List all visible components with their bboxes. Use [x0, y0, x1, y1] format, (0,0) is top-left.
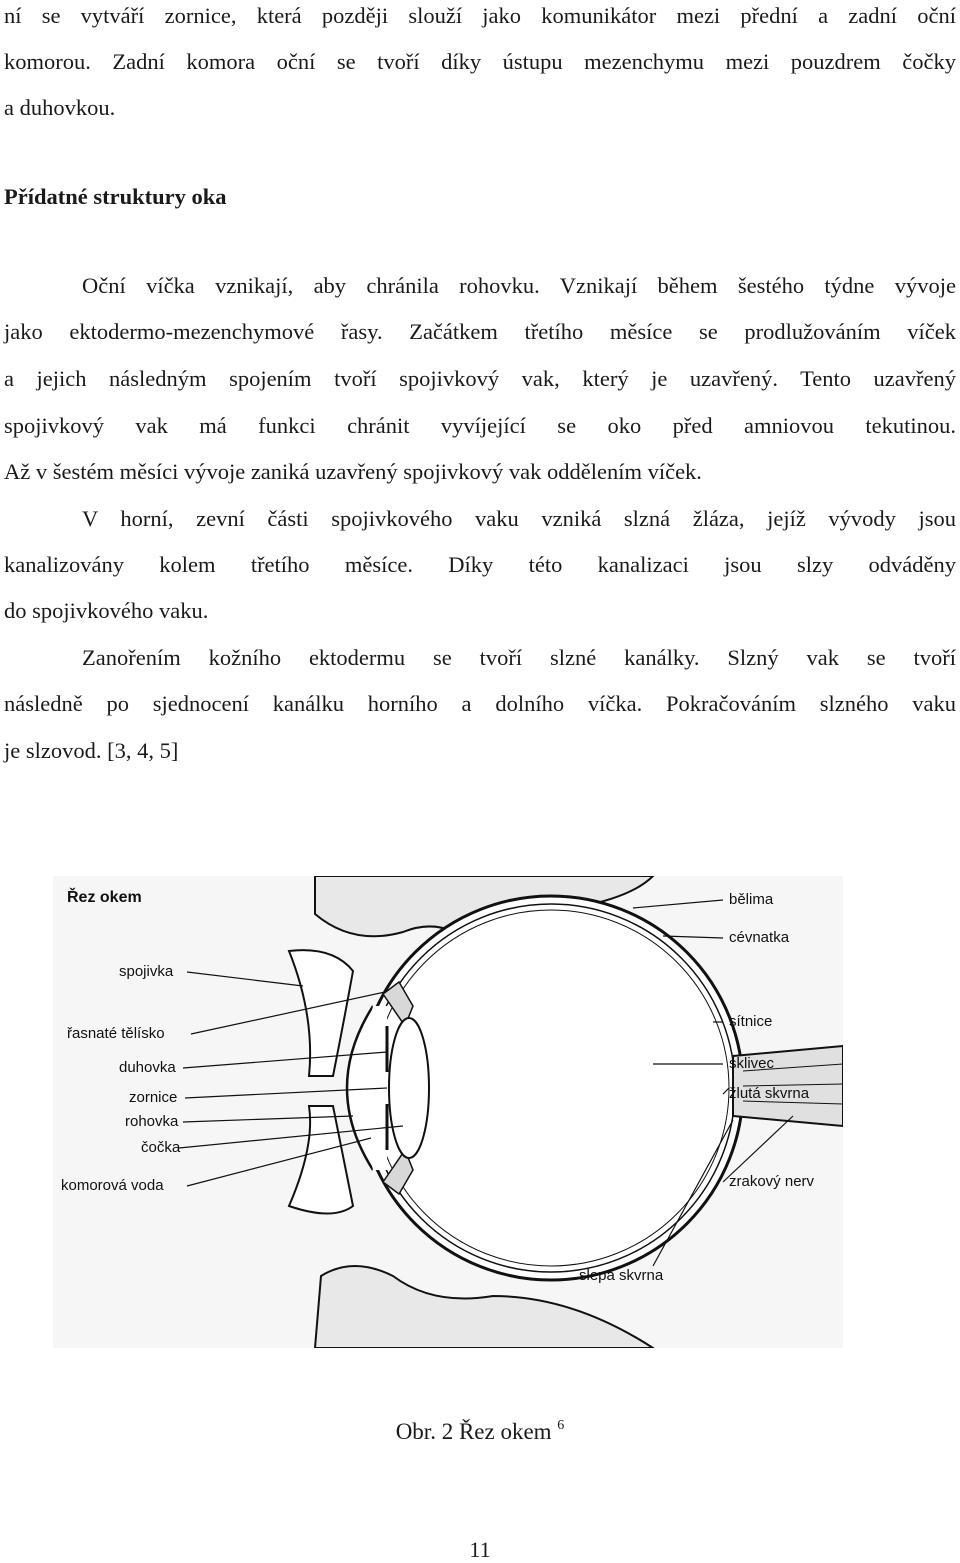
- page-number: 11: [469, 1537, 491, 1562]
- label-slepa-skvrna: slepá skvrna: [579, 1267, 664, 1284]
- text-line: komorou. Zadní komora oční se tvoří díky ústupu mezenchymu mezi pouzdrem čočky: [4, 49, 956, 74]
- label-zluta-skvrna: žlutá skvrna: [729, 1085, 810, 1102]
- text-line: kanalizovány kolem třetího měsíce. Díky této kanalizaci jsou slzy odváděny: [4, 552, 956, 577]
- figure-title: Řez okem: [67, 889, 142, 906]
- section-heading: Přídatné struktury oka: [4, 184, 227, 209]
- label-zornice: zornice: [129, 1089, 178, 1106]
- label-zrakovy-nerv: zrakový nerv: [729, 1173, 815, 1190]
- label-sitnice: sítnice: [729, 1013, 773, 1030]
- caption-text: Obr. 2 Řez okem: [395, 1419, 552, 1444]
- label-sklivec: sklivec: [729, 1055, 775, 1072]
- text-line: V horní, zevní části spojivkového vaku vzniká slzná žláza, jejíž vývody jsou: [82, 506, 956, 531]
- label-cocka: čočka: [141, 1139, 181, 1156]
- caption-reference: 6: [557, 1418, 565, 1433]
- label-spojivka: spojivka: [119, 963, 174, 980]
- label-rasnate-telisko: řasnaté tělísko: [67, 1025, 165, 1042]
- text-line: následně po sjednocení kanálku horního a dolního víčka. Pokračováním slzného vaku: [4, 691, 956, 716]
- text-line: spojivkový vak má funkci chránit vyvíjející se oko před amniovou tekutinou.: [4, 413, 956, 438]
- eye-diagram-figure: [53, 876, 843, 1348]
- text-line: do spojivkového vaku.: [4, 598, 209, 623]
- text-line: jako ektodermo-mezenchymové řasy. Začátkem třetího měsíce se prodlužováním víček: [4, 319, 956, 344]
- figure-caption: [0, 1411, 960, 1447]
- eye-cross-section-drawing: [53, 876, 843, 1348]
- text-line: Až v šestém měsíci vývoje zaniká uzavřený spojivkový vak oddělením víček.: [4, 459, 702, 484]
- lens: [389, 1018, 429, 1158]
- label-belima: bělima: [729, 891, 774, 908]
- label-duhovka: duhovka: [119, 1059, 176, 1076]
- label-komorova-voda: komorová voda: [61, 1177, 164, 1194]
- text-line: a duhovkou.: [4, 95, 116, 120]
- text-line: Oční víčka vznikají, aby chránila rohovku. Vznikají během šestého týdne vývoje: [82, 273, 956, 298]
- text-line: ní se vytváří zornice, která později slouží jako komunikátor mezi přední a zadní oční: [4, 3, 956, 28]
- text-line: Zanořením kožního ektodermu se tvoří slzné kanálky. Slzný vak se tvoří: [82, 645, 956, 670]
- text-line: a jejich následným spojením tvoří spojivkový vak, který je uzavřený. Tento uzavřený: [4, 366, 956, 391]
- text-line: je slzovod. [3, 4, 5]: [4, 738, 179, 763]
- label-rohovka: rohovka: [125, 1113, 179, 1130]
- label-cevnatka: cévnatka: [729, 929, 790, 946]
